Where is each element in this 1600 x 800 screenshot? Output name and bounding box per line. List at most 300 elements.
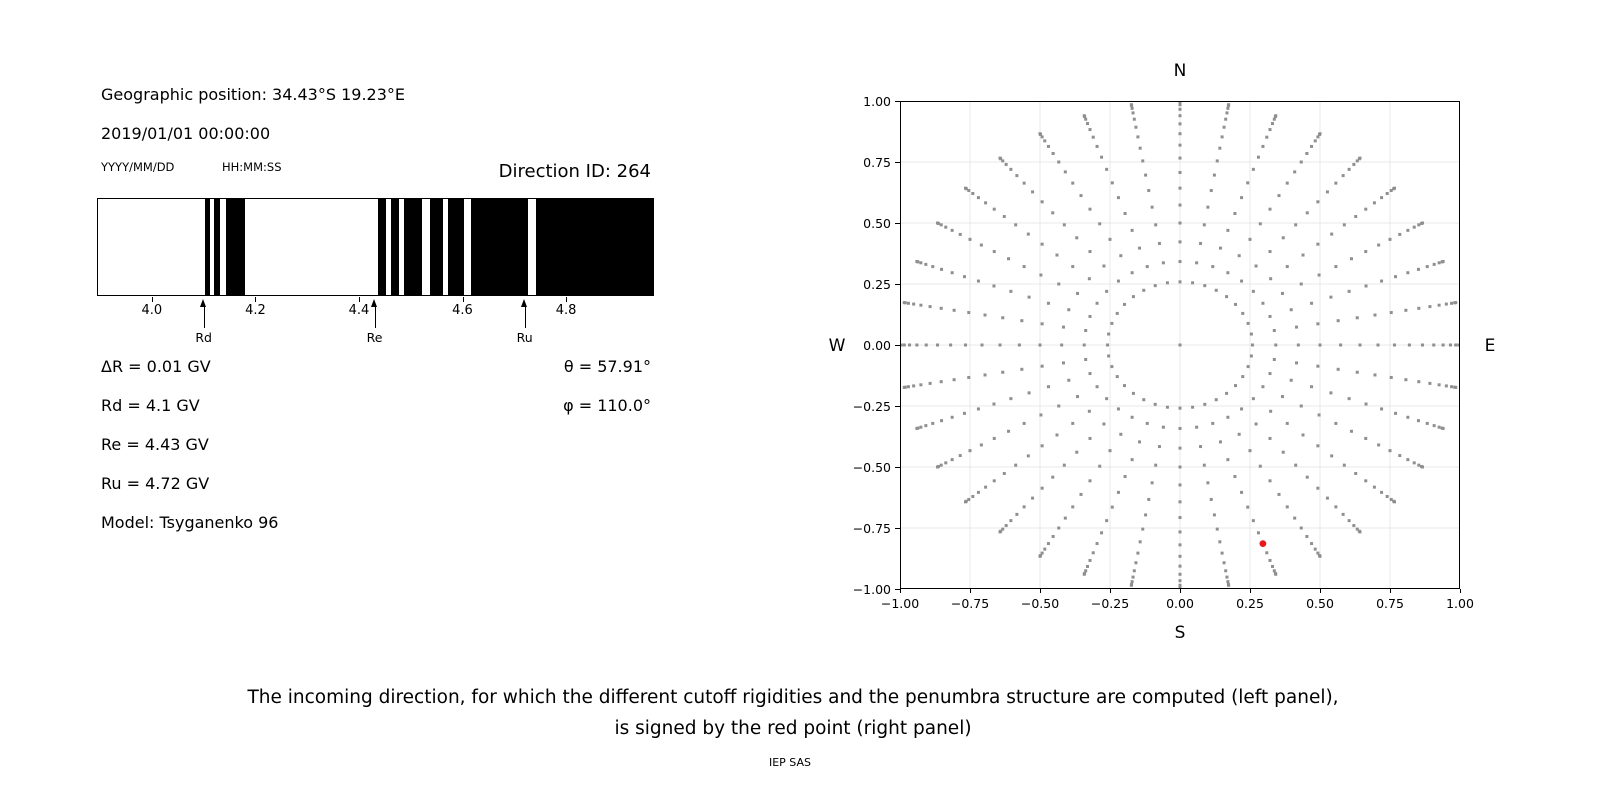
scatter-x-tick-label: 0.75 xyxy=(1376,596,1404,611)
direction-point xyxy=(1290,379,1293,382)
direction-point xyxy=(1225,295,1228,298)
direction-point xyxy=(1144,174,1147,177)
direction-point xyxy=(1306,211,1309,214)
penumbra-x-tick xyxy=(463,297,464,302)
direction-point xyxy=(1294,464,1297,467)
direction-point xyxy=(1268,479,1271,482)
direction-point xyxy=(1117,491,1120,494)
direction-point xyxy=(969,238,972,241)
scatter-x-tick xyxy=(1250,589,1251,593)
direction-point xyxy=(1210,189,1213,192)
phi-text: φ = 110.0° xyxy=(563,396,651,415)
direction-point xyxy=(1413,461,1416,464)
direction-point xyxy=(1454,344,1457,347)
direction-point xyxy=(1107,354,1110,357)
penumbra-allowed-band xyxy=(378,199,386,295)
direction-point xyxy=(929,305,932,308)
direction-point xyxy=(1261,385,1264,388)
direction-point xyxy=(1096,542,1099,545)
direction-point xyxy=(1259,222,1262,225)
direction-point xyxy=(1041,200,1044,203)
direction-point xyxy=(1234,384,1237,387)
direction-point xyxy=(1179,260,1182,263)
direction-point xyxy=(1293,517,1296,520)
penumbra-allowed-band xyxy=(205,199,211,295)
direction-point xyxy=(1003,215,1006,218)
direction-point xyxy=(1389,238,1392,241)
direction-point xyxy=(944,461,947,464)
direction-point xyxy=(999,157,1002,160)
direction-point xyxy=(1139,540,1142,543)
direction-point xyxy=(1151,206,1154,209)
penumbra-allowed-band xyxy=(536,199,653,295)
direction-point xyxy=(1100,156,1103,159)
direction-point xyxy=(1071,422,1074,425)
direction-point xyxy=(1179,447,1182,450)
direction-point xyxy=(1348,168,1351,171)
direction-point xyxy=(999,344,1002,347)
direction-point xyxy=(1421,466,1424,469)
direction-point xyxy=(1041,487,1044,490)
direction-point xyxy=(1179,466,1182,469)
caption-line-1: The incoming direction, for which the different cutoff rigidities and the penumbra structure are computed (left panel), xyxy=(247,687,1339,708)
direction-point xyxy=(1334,265,1337,268)
direction-point xyxy=(1246,506,1249,509)
direction-point xyxy=(1199,242,1202,245)
direction-point xyxy=(1124,212,1127,215)
direction-point xyxy=(1252,397,1255,400)
direction-point xyxy=(1358,530,1361,533)
direction-point xyxy=(963,275,966,278)
direction-point xyxy=(1247,322,1250,325)
direction-point xyxy=(1041,365,1044,368)
direction-point xyxy=(908,344,911,347)
direction-point xyxy=(1329,391,1332,394)
direction-point xyxy=(1224,569,1227,572)
direction-point xyxy=(1389,449,1392,452)
direction-point xyxy=(1179,555,1182,558)
direction-point xyxy=(1268,372,1271,375)
direction-point xyxy=(993,250,996,253)
direction-point xyxy=(951,229,954,232)
direction-point xyxy=(1147,498,1150,501)
direction-point xyxy=(1076,395,1079,398)
direction-point xyxy=(1426,265,1429,268)
direction-point xyxy=(953,378,956,381)
direction-point xyxy=(1226,271,1229,274)
direction-point xyxy=(1132,295,1135,298)
penumbra-allowed-band xyxy=(430,199,443,295)
direction-point xyxy=(1261,145,1264,148)
direction-point xyxy=(1131,229,1134,232)
ru-text: Ru = 4.72 GV xyxy=(101,474,210,493)
direction-point xyxy=(1310,542,1313,545)
direction-point xyxy=(1377,443,1380,446)
scatter-y-tick xyxy=(895,528,900,529)
direction-point xyxy=(1300,527,1303,530)
direction-point xyxy=(1063,223,1066,226)
direction-point xyxy=(1268,559,1271,562)
scatter-y-tick-label: −1.00 xyxy=(852,582,891,597)
direction-point xyxy=(1023,505,1026,508)
direction-point xyxy=(1041,243,1044,246)
direction-point xyxy=(1326,190,1329,193)
direction-point xyxy=(1131,458,1134,461)
direction-point xyxy=(1076,292,1079,295)
direction-point xyxy=(940,380,943,383)
direction-point xyxy=(1088,277,1091,280)
direction-point xyxy=(1246,181,1249,184)
penumbra-allowed-band xyxy=(471,199,528,295)
direction-point xyxy=(1330,454,1333,457)
direction-point xyxy=(1376,344,1379,347)
direction-point xyxy=(964,187,967,190)
direction-point xyxy=(951,271,954,274)
direction-point xyxy=(1089,437,1092,440)
direction-point xyxy=(1179,483,1182,486)
direction-point xyxy=(1131,416,1134,419)
direction-point xyxy=(964,500,967,503)
direction-point xyxy=(1083,573,1086,576)
direction-point xyxy=(1380,280,1383,283)
direction-point xyxy=(1147,189,1150,192)
scatter-y-tick-label: 0.00 xyxy=(863,338,891,353)
direction-point xyxy=(1211,265,1214,268)
direction-point xyxy=(1438,304,1441,307)
direction-point xyxy=(1009,168,1012,171)
direction-point xyxy=(1158,445,1161,448)
direction-point xyxy=(931,422,934,425)
direction-point xyxy=(1092,551,1095,554)
direction-point xyxy=(1014,223,1017,226)
direction-point xyxy=(1179,171,1182,174)
direction-point xyxy=(1302,254,1305,257)
scatter-x-tick-label: −1.00 xyxy=(880,596,920,611)
direction-point xyxy=(1116,375,1119,378)
direction-point xyxy=(1319,132,1322,135)
direction-point xyxy=(1373,373,1376,376)
scatter-y-tick xyxy=(895,284,900,285)
direction-point xyxy=(1394,275,1397,278)
direction-point xyxy=(1364,479,1367,482)
direction-point xyxy=(1105,519,1108,522)
direction-point xyxy=(1057,161,1060,164)
direction-point xyxy=(1316,200,1319,203)
direction-point xyxy=(1428,382,1431,385)
direction-point xyxy=(1373,486,1376,489)
direction-point xyxy=(1105,168,1108,171)
direction-point xyxy=(1354,472,1357,475)
direction-point xyxy=(1075,236,1078,239)
direction-point xyxy=(1426,422,1429,425)
direction-point xyxy=(1417,380,1420,383)
direction-point xyxy=(1089,128,1092,131)
direction-point xyxy=(1139,147,1142,150)
direction-point xyxy=(1110,365,1113,368)
direction-point xyxy=(1442,344,1445,347)
direction-point xyxy=(1265,551,1268,554)
direction-point xyxy=(1191,281,1194,284)
direction-point xyxy=(1249,238,1252,241)
direction-point xyxy=(1179,222,1182,225)
direction-point xyxy=(1386,495,1389,498)
direction-point xyxy=(1039,132,1042,135)
direction-point xyxy=(1221,552,1224,555)
direction-point xyxy=(1218,540,1221,543)
direction-point xyxy=(1268,315,1271,318)
direction-point xyxy=(1449,344,1452,347)
direction-point xyxy=(1282,236,1285,239)
scatter-x-tick xyxy=(1390,589,1391,593)
direction-point xyxy=(1316,444,1319,447)
scatter-x-tick xyxy=(1460,589,1461,593)
direction-point xyxy=(1199,445,1202,448)
direction-point xyxy=(1096,385,1099,388)
direction-point xyxy=(1364,250,1367,253)
direction-point xyxy=(907,385,910,388)
direction-point xyxy=(1047,302,1050,305)
direction-point xyxy=(1219,247,1222,250)
direction-point xyxy=(1233,475,1236,478)
direction-point xyxy=(1191,406,1194,409)
direction-point xyxy=(1219,440,1222,443)
direction-point xyxy=(936,222,939,225)
datetime-text: 2019/01/01 00:00:00 xyxy=(101,124,271,143)
direction-point xyxy=(999,530,1002,533)
direction-point xyxy=(1380,196,1383,199)
date-format-hint: YYYY/MM/DD xyxy=(101,160,175,174)
direction-point xyxy=(1111,506,1114,509)
scatter-y-tick-label: −0.75 xyxy=(852,521,891,536)
direction-point xyxy=(1293,170,1296,173)
direction-point xyxy=(1417,464,1420,467)
direction-point xyxy=(1132,576,1135,579)
direction-point xyxy=(1151,481,1154,484)
direction-point xyxy=(1310,302,1313,305)
direction-point xyxy=(1286,422,1289,425)
direction-point xyxy=(1014,464,1017,467)
direction-point xyxy=(1227,103,1230,106)
penumbra-allowed-band xyxy=(391,199,399,295)
direction-point xyxy=(1417,223,1420,226)
direction-point xyxy=(919,383,922,386)
direction-point xyxy=(1433,263,1436,266)
direction-point xyxy=(1005,163,1008,166)
scatter-x-tick xyxy=(1320,589,1321,593)
geographic-position-text: Geographic position: 34.43°S 19.23°E xyxy=(101,85,406,104)
direction-point xyxy=(959,454,962,457)
direction-point xyxy=(981,344,984,347)
direction-point xyxy=(1154,403,1157,406)
scatter-y-tick-label: 1.00 xyxy=(863,94,891,109)
direction-point xyxy=(1404,309,1407,312)
direction-point xyxy=(1132,111,1135,114)
direction-point xyxy=(1179,132,1182,135)
penumbra-x-tick-label: 4.0 xyxy=(141,303,163,318)
direction-point xyxy=(903,301,906,304)
direction-point xyxy=(1144,513,1147,516)
direction-point xyxy=(1179,280,1182,283)
direction-point xyxy=(912,384,915,387)
direction-point xyxy=(1106,344,1109,347)
direction-point xyxy=(1274,114,1277,117)
direction-point xyxy=(1083,344,1086,347)
direction-point xyxy=(1086,122,1089,125)
direction-point xyxy=(980,244,983,247)
direction-point xyxy=(1226,580,1229,583)
direction-point xyxy=(1337,368,1340,371)
direction-point xyxy=(1060,344,1063,347)
direction-point xyxy=(1027,233,1030,236)
direction-point xyxy=(1310,385,1313,388)
penumbra-x-tick xyxy=(359,297,360,302)
direction-point xyxy=(1195,261,1198,264)
direction-point xyxy=(1027,454,1030,457)
direction-point xyxy=(1282,451,1285,454)
direction-point xyxy=(1225,392,1228,395)
direction-point xyxy=(980,443,983,446)
direction-point xyxy=(1117,280,1120,283)
direction-point xyxy=(1295,361,1298,364)
direction-point xyxy=(1348,290,1351,293)
direction-point xyxy=(1249,449,1252,452)
direction-point xyxy=(1133,118,1136,121)
direction-point xyxy=(903,344,906,347)
direction-point xyxy=(993,208,996,211)
direction-point xyxy=(1247,365,1250,368)
direction-point xyxy=(1089,208,1092,211)
compass-label-south: S xyxy=(1174,623,1186,643)
direction-point xyxy=(1257,156,1260,159)
direction-point xyxy=(1226,458,1229,461)
direction-point xyxy=(1432,344,1435,347)
direction-point xyxy=(1031,497,1034,500)
direction-point xyxy=(1105,397,1108,400)
direction-point xyxy=(1281,292,1284,295)
direction-point xyxy=(1179,516,1182,519)
direction-point xyxy=(1343,464,1346,467)
direction-point xyxy=(1281,395,1284,398)
direction-point xyxy=(1141,159,1144,162)
direction-point xyxy=(1096,145,1099,148)
time-format-hint: HH:MM:SS xyxy=(222,160,282,174)
direction-point xyxy=(1445,384,1448,387)
direction-point xyxy=(949,344,952,347)
direction-point xyxy=(1377,244,1380,247)
direction-point xyxy=(1442,427,1445,430)
direction-point xyxy=(919,261,922,264)
direction-point xyxy=(1240,196,1243,199)
direction-point xyxy=(1116,312,1119,315)
direction-point xyxy=(1041,322,1044,325)
direction-point xyxy=(1179,573,1182,576)
re-text: Re = 4.43 GV xyxy=(101,435,209,454)
direction-point xyxy=(1179,108,1182,111)
direction-point xyxy=(1356,316,1359,319)
penumbra-x-tick-label: 4.6 xyxy=(452,303,473,318)
direction-point xyxy=(1358,157,1361,160)
direction-point xyxy=(1039,555,1042,558)
direction-point xyxy=(1390,376,1393,379)
direction-point xyxy=(1179,530,1182,533)
direction-point xyxy=(967,376,970,379)
direction-point xyxy=(1343,223,1346,226)
penumbra-x-tick-label: 4.2 xyxy=(245,303,266,318)
direction-id-text: Direction ID: 264 xyxy=(498,161,651,182)
direction-point xyxy=(1023,182,1026,185)
direction-point xyxy=(1352,524,1355,527)
scatter-x-tick-label: −0.50 xyxy=(1020,596,1060,611)
direction-point xyxy=(1271,122,1274,125)
scatter-y-tick xyxy=(895,406,900,407)
direction-point xyxy=(977,491,980,494)
direction-point xyxy=(1109,449,1112,452)
direction-point xyxy=(1302,433,1305,436)
direction-point xyxy=(1089,372,1092,375)
direction-point xyxy=(1277,493,1280,496)
direction-point xyxy=(1265,136,1268,139)
scatter-y-tick-label: 0.50 xyxy=(863,216,891,231)
direction-point xyxy=(1162,426,1165,429)
direction-point xyxy=(1130,584,1133,587)
direction-point xyxy=(1117,196,1120,199)
direction-point xyxy=(984,314,987,317)
caption-line-2: is signed by the red point (right panel) xyxy=(614,718,972,739)
direction-point xyxy=(1364,437,1367,440)
direction-point xyxy=(1417,268,1420,271)
scatter-y-tick xyxy=(895,101,900,102)
direction-point xyxy=(1089,250,1092,253)
direction-point xyxy=(1350,257,1353,260)
direction-point xyxy=(1166,281,1169,284)
model-text: Model: Tsyganenko 96 xyxy=(101,513,279,532)
direction-point xyxy=(912,303,915,306)
direction-point xyxy=(969,449,972,452)
direction-point xyxy=(1241,375,1244,378)
direction-point xyxy=(1005,524,1008,527)
direction-point xyxy=(1261,302,1264,305)
direction-point xyxy=(1179,240,1182,243)
scatter-y-tick-label: −0.50 xyxy=(852,460,891,475)
compass-label-west: W xyxy=(828,336,846,356)
direction-point xyxy=(1218,147,1221,150)
direction-point xyxy=(1071,505,1074,508)
direction-point xyxy=(1179,427,1182,430)
direction-point xyxy=(1203,464,1206,467)
direction-point xyxy=(1223,126,1226,129)
scatter-x-tick xyxy=(1040,589,1041,593)
direction-point xyxy=(1255,265,1258,268)
direction-point xyxy=(1111,181,1114,184)
direction-point xyxy=(1080,493,1083,496)
direction-point xyxy=(1142,398,1145,401)
direction-point xyxy=(1227,584,1230,587)
direction-point xyxy=(1273,569,1276,572)
penumbra-allowed-band xyxy=(214,199,220,295)
direction-point xyxy=(1179,144,1182,147)
direction-point xyxy=(1080,194,1083,197)
direction-point xyxy=(1318,413,1321,416)
direction-point xyxy=(1141,528,1144,531)
direction-point xyxy=(1300,161,1303,164)
direction-point xyxy=(1268,208,1271,211)
direction-point xyxy=(1319,555,1322,558)
direction-point xyxy=(1406,271,1409,274)
direction-point xyxy=(1316,322,1319,325)
direction-point xyxy=(1404,378,1407,381)
direction-point xyxy=(1393,187,1396,190)
direction-point xyxy=(1003,472,1006,475)
